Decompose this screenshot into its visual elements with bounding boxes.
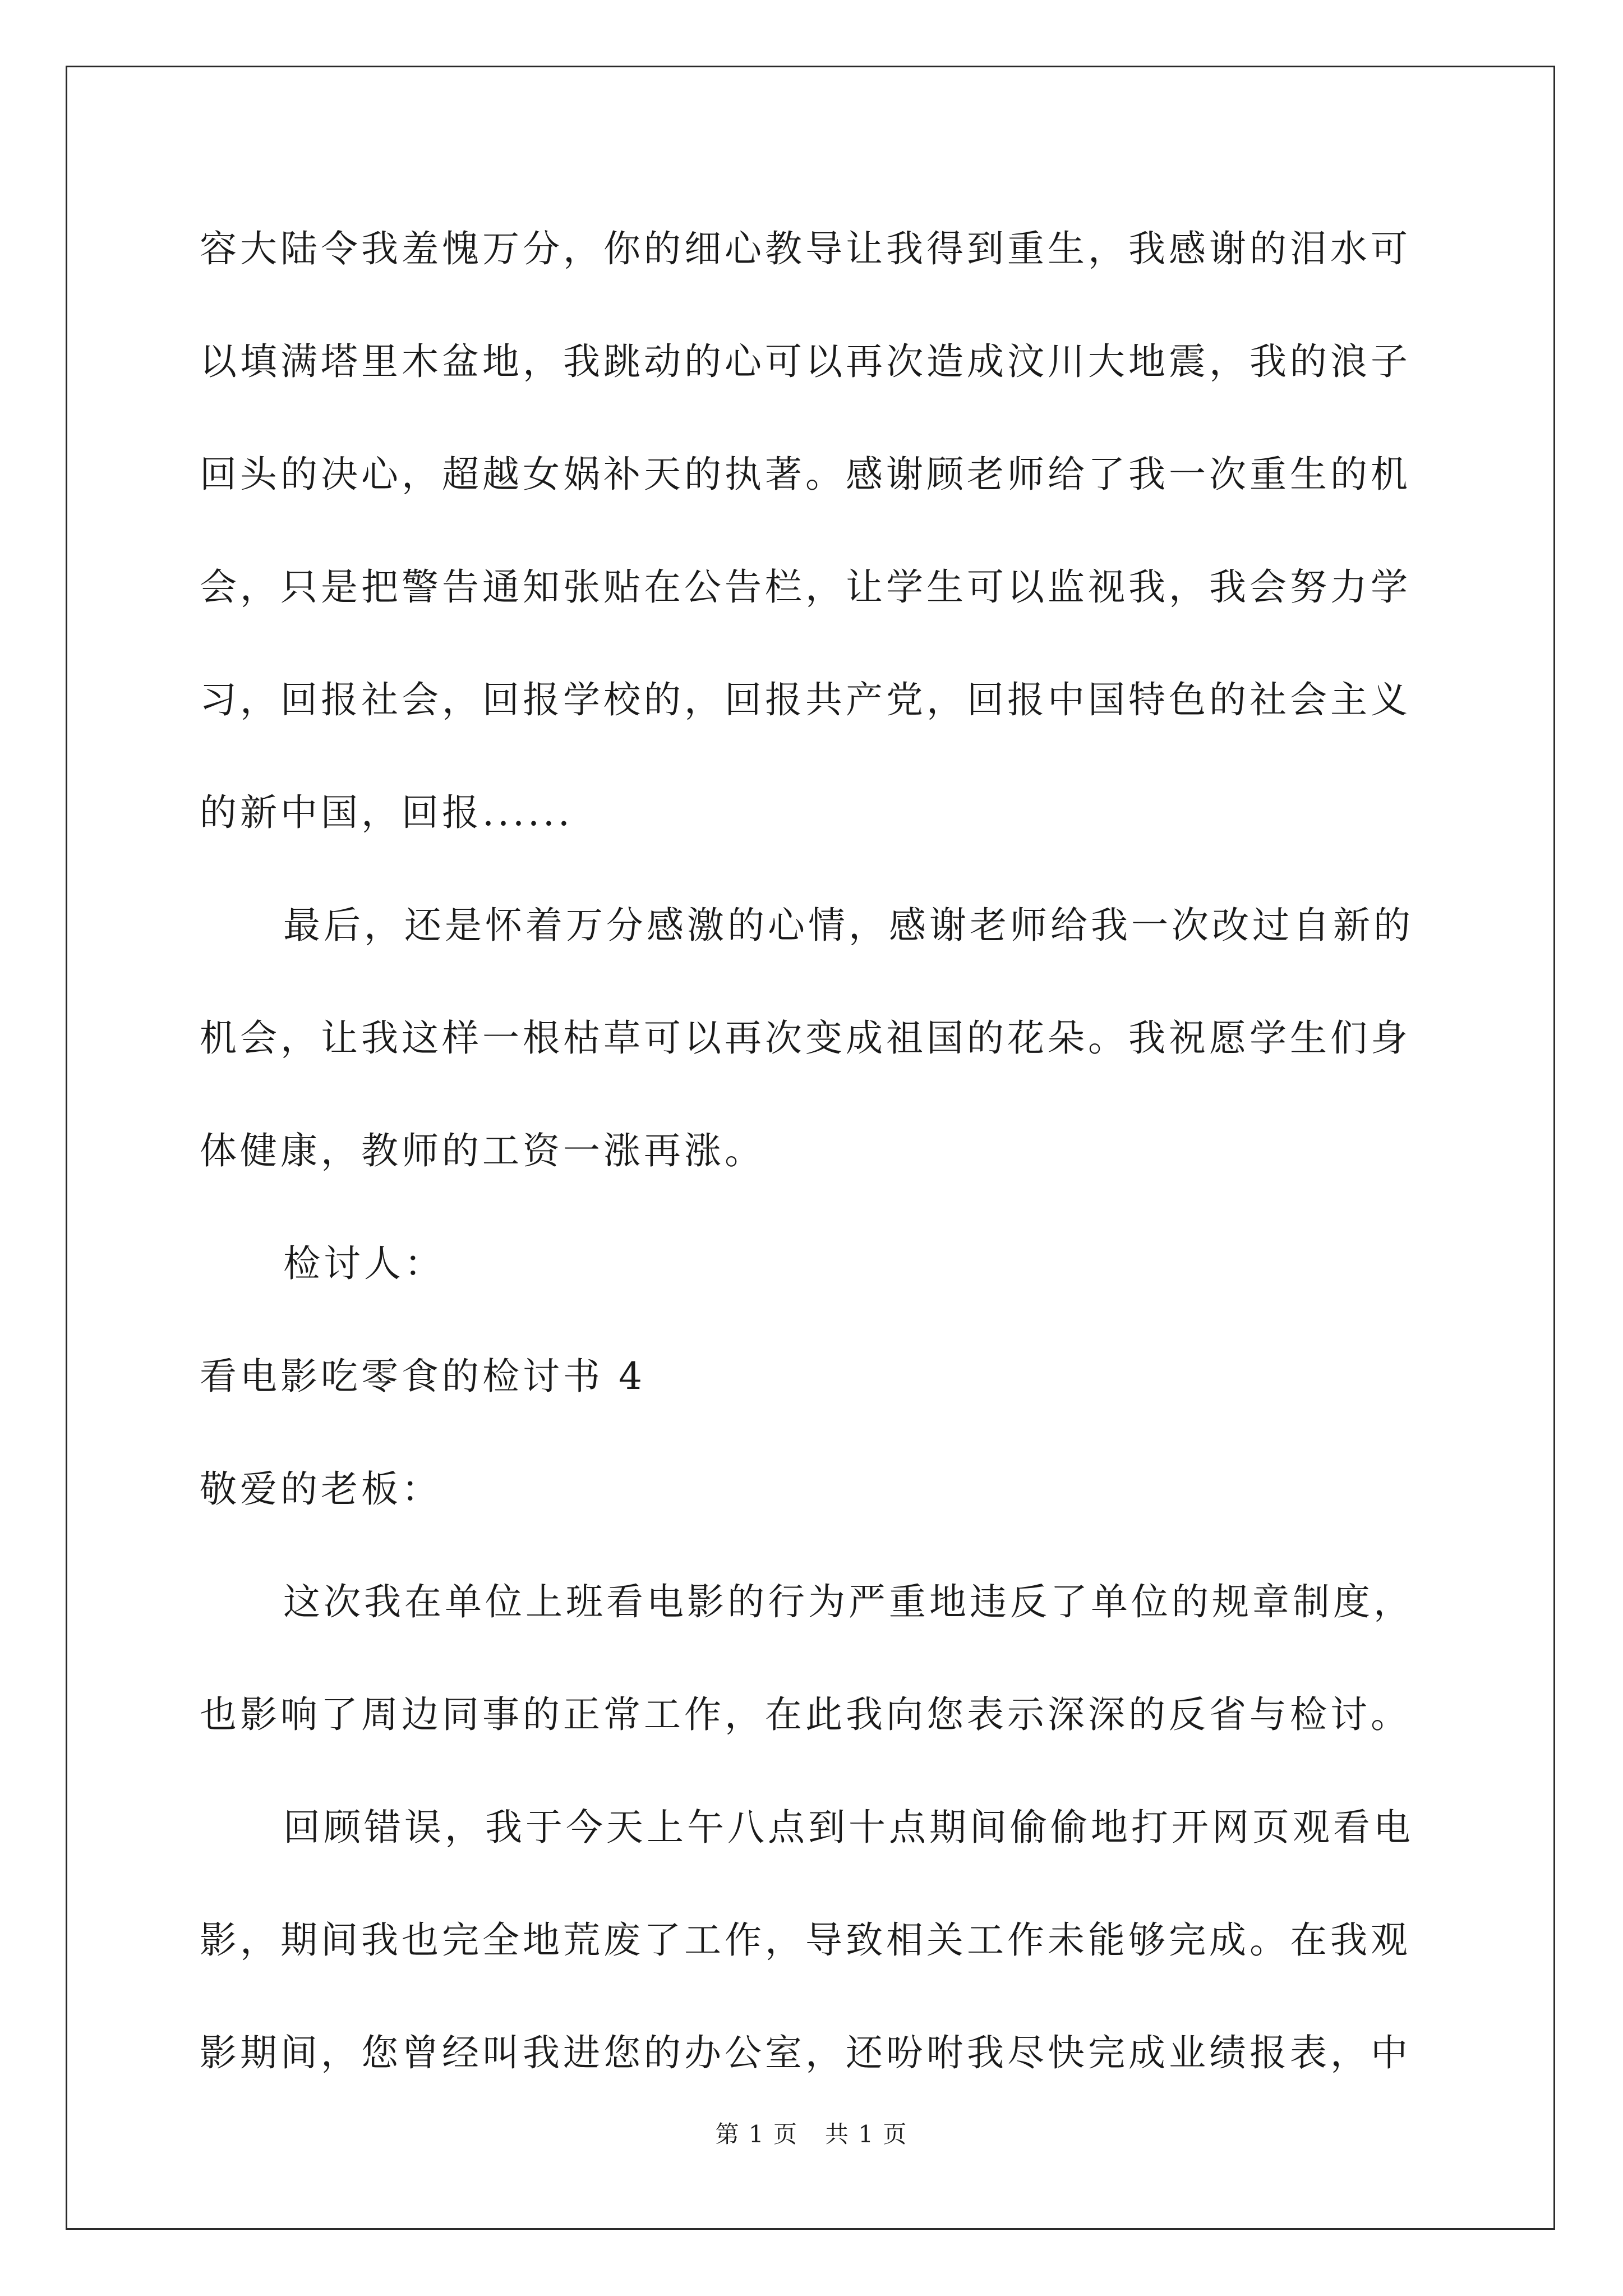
signature-label: 检讨人： [283, 1242, 445, 1285]
page-number: 第 1 页 [715, 2120, 798, 2148]
text-line: 的新中国，回报...... [200, 791, 573, 834]
text-line: 影期间，您曾经叫我进您的办公室，还吩咐我尽快完成业绩报表，中 [200, 2031, 1411, 2074]
text-line: 习，回报社会，回报学校的，回报共产党，回报中国特色的社会主义 [200, 678, 1411, 721]
paragraph-start: 回顾错误，我于今天上午八点到十点期间偷偷地打开网页观看电 [283, 1806, 1414, 1849]
text-line: 也影响了周边同事的正常工作，在此我向您表示深深的反省与检讨。 [200, 1693, 1411, 1736]
text-line: 机会，让我这样一根枯草可以再次变成祖国的花朵。我祝愿学生们身 [200, 1016, 1411, 1060]
text-line: 以填满塔里木盆地，我跳动的心可以再次造成汶川大地震，我的浪子 [200, 340, 1411, 383]
text-line: 会，只是把警告通知张贴在公告栏，让学生可以监视我，我会努力学 [200, 565, 1411, 609]
paragraph-start: 最后，还是怀着万分感激的心情，感谢老师给我一次改过自新的 [283, 904, 1414, 947]
text-line: 影，期间我也完全地荒废了工作，导致相关工作未能够完成。在我观 [200, 1918, 1411, 1962]
text-line: 体健康，教师的工资一涨再涨。 [200, 1129, 765, 1172]
page-footer [0, 2116, 1623, 2150]
salutation: 敬爱的老板： [200, 1467, 442, 1511]
paragraph-start: 这次我在单位上班看电影的行为严重地违反了单位的规章制度， [283, 1580, 1414, 1623]
page-total: 共 1 页 [825, 2120, 908, 2148]
text-line: 回头的决心，超越女娲补天的执著。感谢顾老师给了我一次重生的机 [200, 453, 1411, 496]
section-title: 看电影吃零食的检讨书 4 [200, 1355, 645, 1398]
text-line: 容大陆令我羞愧万分，你的细心教导让我得到重生，我感谢的泪水可 [200, 227, 1411, 270]
